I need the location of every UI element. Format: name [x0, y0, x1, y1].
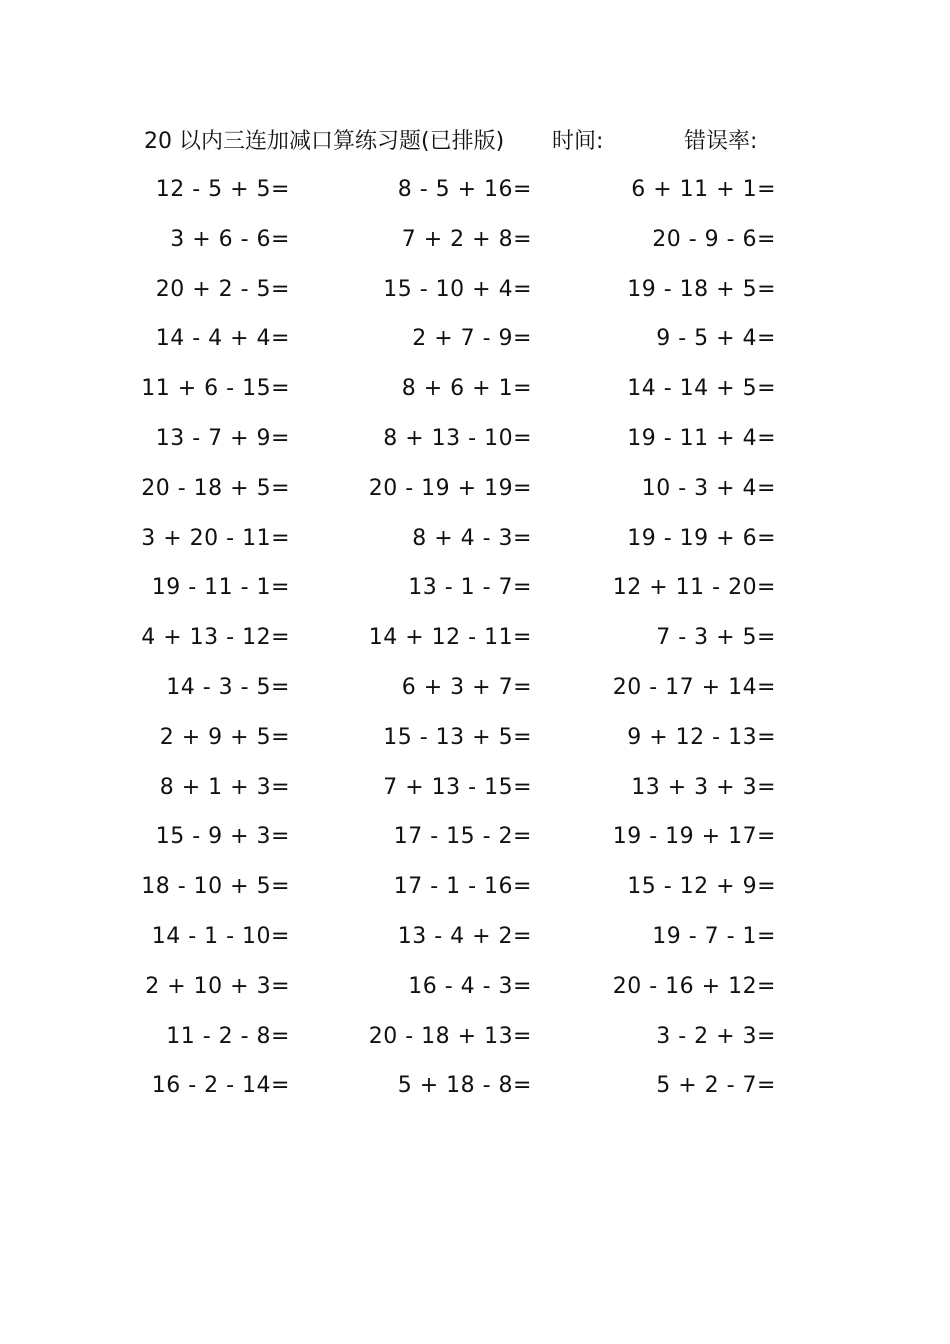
problem-row	[0, 867, 950, 917]
arithmetic-problem: 19 - 7 - 1=	[652, 923, 776, 949]
arithmetic-problem: 12 - 5 + 5=	[155, 177, 290, 202]
arithmetic-problem: 14 + 12 - 11=	[368, 625, 532, 651]
problem-row	[0, 270, 950, 320]
arithmetic-problem: 17 - 1 - 16=	[393, 874, 532, 900]
arithmetic-problem: 20 - 17 + 14=	[612, 674, 776, 700]
arithmetic-problem: 9 + 12 - 13=	[627, 724, 776, 750]
arithmetic-problem: 19 - 11 - 1=	[151, 575, 290, 601]
arithmetic-problem: 14 - 14 + 5=	[627, 376, 776, 402]
arithmetic-problem: 3 + 20 - 11=	[141, 525, 290, 551]
problem-row	[0, 319, 950, 369]
arithmetic-problem: 13 - 7 + 9=	[155, 425, 290, 451]
arithmetic-problem: 9 - 5 + 4=	[656, 326, 776, 352]
problem-row	[0, 718, 950, 768]
arithmetic-problem: 8 + 4 - 3=	[412, 525, 532, 551]
arithmetic-problem: 7 + 2 + 8=	[401, 226, 532, 252]
problem-row	[0, 618, 950, 668]
arithmetic-problem: 5 + 18 - 8=	[397, 1073, 532, 1099]
arithmetic-problem: 15 - 10 + 4=	[383, 276, 532, 302]
problem-row	[0, 469, 950, 519]
problem-row	[0, 170, 950, 220]
arithmetic-problem: 20 - 19 + 19=	[368, 475, 532, 501]
arithmetic-problem: 13 - 1 - 7=	[408, 575, 532, 601]
arithmetic-problem: 2 + 7 - 9=	[412, 326, 532, 352]
problem-row	[0, 1066, 950, 1116]
arithmetic-problem: 6 + 3 + 7=	[401, 674, 532, 700]
arithmetic-problem: 17 - 15 - 2=	[393, 824, 532, 850]
worksheet-title: 20 以内三连加减口算练习题(已排版)	[144, 129, 505, 154]
arithmetic-problem: 11 + 6 - 15=	[141, 376, 290, 402]
problem-row	[0, 220, 950, 270]
arithmetic-problem: 5 + 2 - 7=	[656, 1073, 776, 1099]
arithmetic-problem: 19 - 19 + 6=	[627, 525, 776, 551]
arithmetic-problem: 19 - 19 + 17=	[612, 824, 776, 850]
time-label: 时间:	[552, 129, 604, 154]
arithmetic-problem: 15 - 12 + 9=	[627, 874, 776, 900]
arithmetic-problem: 20 - 18 + 5=	[141, 475, 290, 501]
arithmetic-problem: 2 + 9 + 5=	[159, 724, 290, 750]
problem-row	[0, 419, 950, 469]
arithmetic-problem: 8 + 6 + 1=	[401, 376, 532, 402]
arithmetic-problem: 20 + 2 - 5=	[155, 276, 290, 302]
problem-row	[0, 668, 950, 718]
arithmetic-problem: 16 - 2 - 14=	[151, 1073, 290, 1099]
arithmetic-problem: 12 + 11 - 20=	[612, 575, 776, 601]
worksheet-header	[0, 124, 950, 160]
arithmetic-problem: 4 + 13 - 12=	[141, 625, 290, 651]
problem-row	[0, 917, 950, 967]
arithmetic-problem: 6 + 11 + 1=	[631, 177, 776, 202]
problem-row	[0, 568, 950, 618]
problem-row	[0, 817, 950, 867]
arithmetic-problem: 10 - 3 + 4=	[641, 475, 776, 501]
arithmetic-problem: 11 - 2 - 8=	[166, 1023, 290, 1049]
arithmetic-problem: 15 - 9 + 3=	[155, 824, 290, 850]
arithmetic-problem: 15 - 13 + 5=	[383, 724, 532, 750]
problem-row	[0, 967, 950, 1017]
arithmetic-problem: 13 - 4 + 2=	[397, 923, 532, 949]
error-rate-label: 错误率:	[684, 129, 758, 154]
arithmetic-problem: 8 + 1 + 3=	[159, 774, 290, 800]
arithmetic-problem: 19 - 18 + 5=	[627, 276, 776, 302]
problem-row	[0, 519, 950, 569]
arithmetic-problem: 13 + 3 + 3=	[631, 774, 776, 800]
arithmetic-problem: 3 - 2 + 3=	[656, 1023, 776, 1049]
arithmetic-problem: 8 - 5 + 16=	[397, 177, 532, 202]
arithmetic-problem: 14 - 4 + 4=	[155, 326, 290, 352]
arithmetic-problem: 20 - 9 - 6=	[652, 226, 776, 252]
arithmetic-problem: 14 - 1 - 10=	[151, 923, 290, 949]
arithmetic-problem: 20 - 16 + 12=	[612, 973, 776, 999]
problem-row	[0, 369, 950, 419]
problem-grid	[0, 170, 950, 1116]
arithmetic-problem: 7 - 3 + 5=	[656, 625, 776, 651]
arithmetic-problem: 7 + 13 - 15=	[383, 774, 532, 800]
arithmetic-problem: 2 + 10 + 3=	[145, 973, 290, 999]
arithmetic-problem: 16 - 4 - 3=	[408, 973, 532, 999]
arithmetic-problem: 20 - 18 + 13=	[368, 1023, 532, 1049]
arithmetic-problem: 18 - 10 + 5=	[141, 874, 290, 900]
arithmetic-problem: 14 - 3 - 5=	[166, 674, 290, 700]
arithmetic-problem: 3 + 6 - 6=	[170, 226, 290, 252]
arithmetic-problem: 19 - 11 + 4=	[627, 425, 776, 451]
arithmetic-problem: 8 + 13 - 10=	[383, 425, 532, 451]
problem-row	[0, 1017, 950, 1067]
problem-row	[0, 768, 950, 818]
